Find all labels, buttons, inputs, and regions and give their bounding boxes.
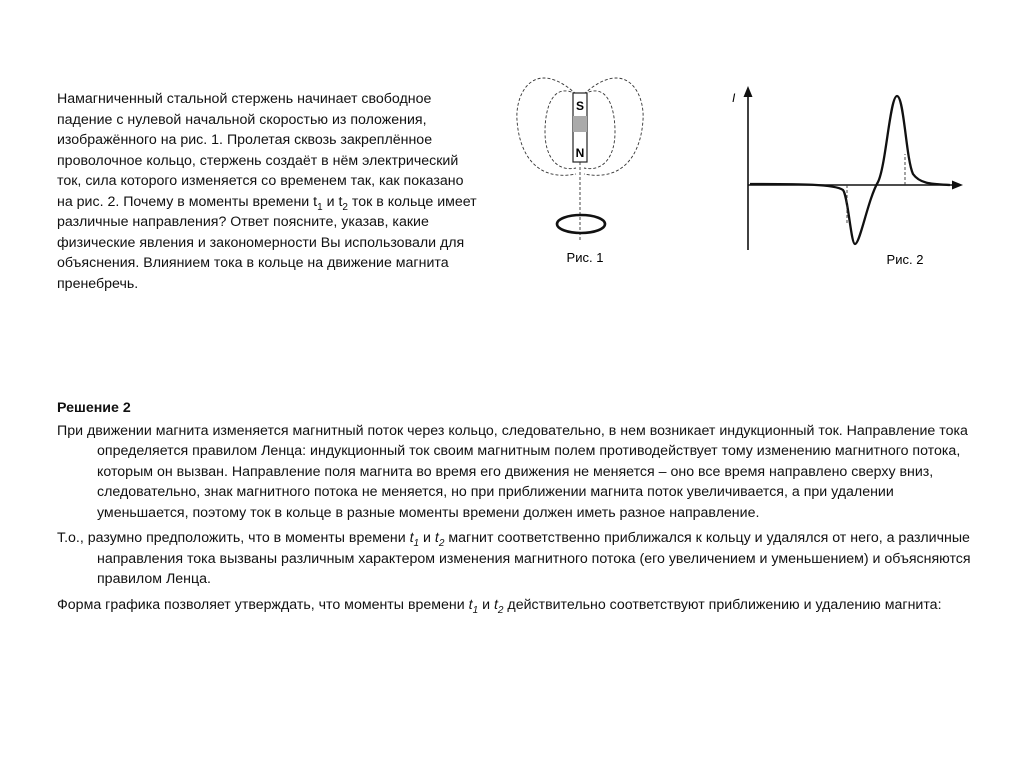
y-axis-arrow [744,86,753,97]
current-curve [750,96,950,244]
p3-text-b: действительно соответствуют приближению и удалению магнита: [503,596,942,613]
subscript-2: 2 [342,201,348,213]
solution-paragraph-3 [57,595,982,616]
solution-section [57,398,982,620]
problem-text-a: Намагниченный стальной стержень начинает свободное падение с нулевой начальной скоростью из положения, изображённого на рис. 1. Пролетая сквозь закреплённое проволочное кольцо, стержень создаёт в нём электрический ток, сила которого изменяется со временем так, как показано на рис. 2. Почему в моменты времени t [57,91,464,210]
problem-text-b: ток в кольце имеет различные направления? Ответ поясните, указав, какие физические явления и закономерности Вы использовали для объяснения. Влиянием тока в кольце на движение магнита пренебречь. [57,193,477,292]
figure-2-current-graph [720,84,970,274]
t1-symbol-p3: t [468,596,473,613]
field-line-left-outer [517,78,576,175]
wire-ring [557,215,605,233]
magnet-shaded-half [573,116,587,132]
problem-and: и t [322,193,343,210]
field-line-right-outer [584,78,643,175]
problem-statement [57,89,477,294]
p2-and: и [419,530,435,546]
subscript-1: 1 [317,201,323,213]
figure-1-caption: Рис. 1 [566,250,604,265]
x-axis-arrow [952,181,963,190]
figure-2-caption: Рис. 2 [886,252,924,267]
solution-title: Решение 2 [57,400,131,416]
p2-text-a: Т.о., разумно предположить, что в моменты времени [57,530,410,546]
t2-subscript: 2 [438,537,445,549]
figure-1-magnet-diagram [505,62,655,277]
solution-paragraph-2 [57,528,982,590]
y-axis-label: I [732,91,736,105]
t2-symbol: t [434,530,439,546]
pole-n-label: N [575,146,585,160]
pole-s-label: S [575,99,585,113]
t1-subscript: 1 [413,537,420,549]
t1-symbol: t [409,530,414,546]
t1-subscript-p3: 1 [472,604,479,616]
field-line-left-inner [545,91,576,169]
p2-text-b: магнит соответственно приближался к кольцу и удалялся от него, а различные направления тока вызваны различным характером изменения магнитного потока (его увеличением и уменьшением) и объясняются правилом Ленца. [97,530,971,587]
field-line-right-inner [584,91,615,169]
p3-text-a: Форма графика позволяет утверждать, что моменты времени [57,596,469,613]
t2-symbol-p3: t [493,596,498,613]
t2-subscript-p3: 2 [497,604,504,616]
p3-and: и [478,596,494,613]
solution-paragraph-1: При движении магнита изменяется магнитный поток через кольцо, следовательно, в нем возникает индукционный ток. Направление тока определяется правилом Ленца: индукционный ток своим магнитным полем противодействует тому изменению магнитного потока, которым он вызван. Направление поля магнита во время его движения не меняется – оно все время направлено сверху вниз, следовательно, знак магнитного потока не меняется, но при приближении магнита поток увеличивается, а при удалении уменьшается, поэтому ток в кольце в разные моменты времени должен иметь разное направление. [57,422,968,521]
